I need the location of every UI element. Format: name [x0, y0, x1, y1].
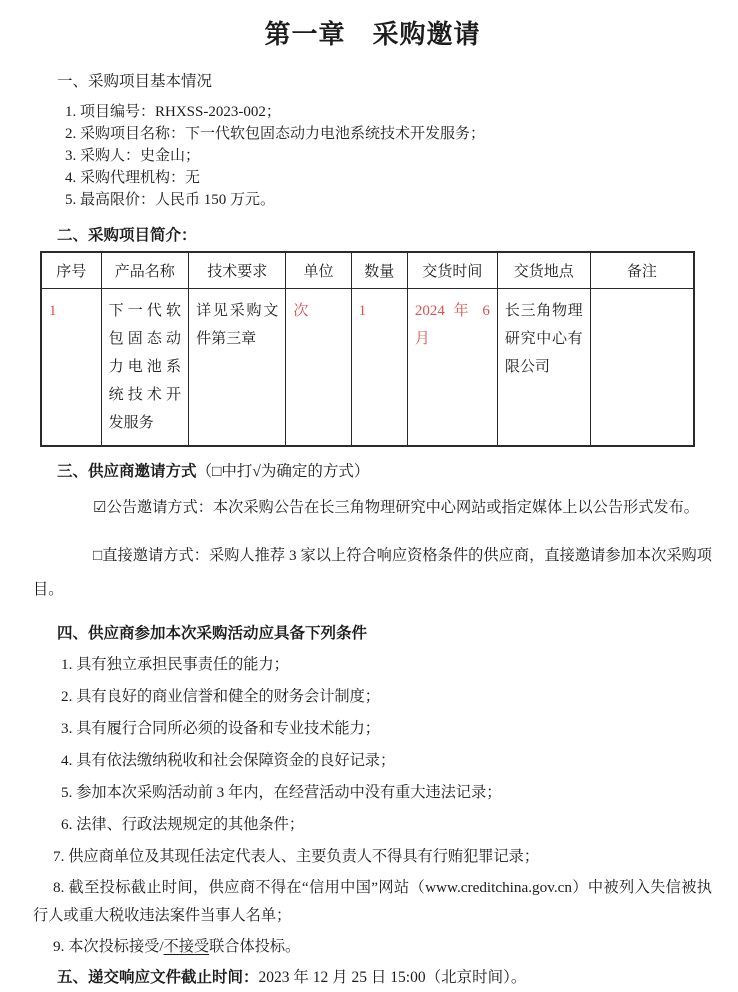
col-header-unit: 单位 — [286, 252, 351, 289]
col-header-delivery-place: 交货地点 — [497, 252, 590, 289]
col-header-remark: 备注 — [590, 252, 694, 289]
basic-info-item-price-cap: 5. 最高限价：人民币 150 万元。 — [65, 192, 276, 208]
section-3-heading-note: （□中打√为确定的方式） — [196, 463, 370, 480]
table-header-row — [41, 252, 694, 289]
checkbox-unchecked-icon: □ — [93, 547, 103, 564]
condition-item-4: 4. 具有依法缴纳税收和社会保障资金的良好记录； — [61, 752, 396, 769]
deadline-text: 2023 年 12 月 25 日 15:00（北京时间）。 — [258, 969, 527, 986]
col-header-product: 产品名称 — [101, 252, 189, 289]
condition-item-3: 3. 具有履行合同所必须的设备和专业技术能力； — [61, 720, 380, 737]
section-5-heading: 五、递交响应文件截止时间： — [57, 969, 259, 986]
section-4-heading: 四、供应商参加本次采购活动应具备下列条件 — [57, 625, 368, 642]
basic-info-item-purchaser: 3. 采购人：史金山； — [65, 148, 201, 164]
col-header-tech: 技术要求 — [189, 252, 286, 289]
submission-deadline-line — [57, 964, 712, 992]
col-header-delivery-time: 交货时间 — [407, 252, 497, 289]
condition-item-1: 1. 具有独立承担民事责任的能力； — [61, 656, 289, 673]
procurement-summary-table — [40, 251, 695, 447]
condition-item-5: 5. 参加本次采购活动前 3 年内，在经营活动中没有重大违法记录； — [61, 784, 502, 801]
col-header-qty: 数量 — [351, 252, 407, 289]
direct-invite-paragraph: □直接邀请方式：采购人推荐 3 家以上符合响应资格条件的供应商，直接邀请参加本次采购项目。 — [33, 547, 712, 598]
cell-product: 下一代软包固态动力电池系统技术开发服务 — [101, 289, 189, 447]
col-header-seq: 序号 — [41, 252, 101, 289]
cell-unit: 次 — [286, 289, 351, 447]
condition-item-7: 7. 供应商单位及其现任法定代表人、主要负责人不得具有行贿犯罪记录； — [53, 848, 539, 865]
cell-qty: 1 — [351, 289, 407, 447]
condition-item-2: 2. 具有良好的商业信誉和健全的财务会计制度； — [61, 688, 380, 705]
cell-delivery-time: 2024 年 6 月 — [407, 289, 497, 447]
announcement-invite-paragraph: ☑公告邀请方式：本次采购公告在长三角物理研究中心网站或指定媒体上以公告形式发布。 — [93, 499, 699, 516]
condition-item-8: 8. 截至投标截止时间，供应商不得在“信用中国”网站（www.creditchina.gov.cn）中被列入失信被执行人或重大税收违法案件当事人名单； — [33, 879, 712, 924]
condition-item-9: 9. 本次投标接受/不接受联合体投标。 — [53, 938, 301, 955]
basic-info-list — [33, 101, 712, 211]
condition-item-6: 6. 法律、行政法规规定的其他条件； — [61, 816, 304, 833]
basic-info-item-agency: 4. 采购代理机构：无 — [65, 170, 201, 186]
table-row — [41, 289, 694, 447]
condition-item-9-underlined: 不接受 — [163, 938, 210, 955]
cell-delivery-place: 长三角物理研究中心有限公司 — [497, 289, 590, 447]
condition-list — [33, 651, 712, 961]
cell-remark — [590, 289, 694, 447]
section-2-heading: 二、采购项目简介： — [57, 227, 197, 244]
section-1-heading: 一、采购项目基本情况 — [57, 73, 213, 90]
basic-info-item-project-name: 2. 采购项目名称：下一代软包固态动力电池系统技术开发服务； — [65, 126, 486, 142]
section-3-heading: 三、供应商邀请方式（□中打√为确定的方式） — [57, 463, 370, 480]
checkbox-checked-icon: ☑ — [93, 499, 107, 516]
page-title: 第一章 采购邀请 — [264, 20, 481, 49]
basic-info-item-project-no: 1. 项目编号：RHXSS-2023-002； — [65, 104, 281, 120]
cell-seq: 1 — [41, 289, 101, 447]
cell-tech: 详见采购文件第三章 — [189, 289, 286, 447]
